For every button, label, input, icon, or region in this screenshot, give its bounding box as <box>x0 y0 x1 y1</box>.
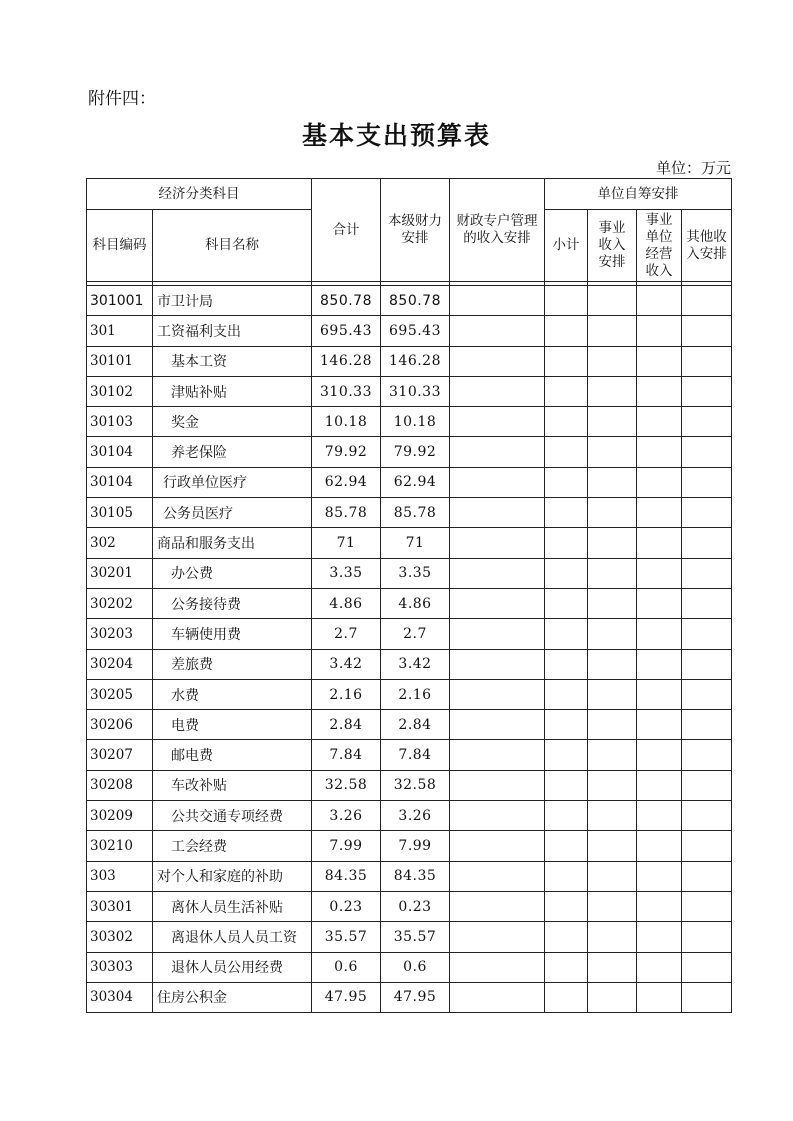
cell-special-income <box>450 316 545 346</box>
cell-special-income <box>450 346 545 376</box>
cell-special-income <box>450 649 545 679</box>
cell-total: 47.95 <box>312 982 381 1012</box>
cell-subtotal <box>545 649 588 679</box>
cell-local-finance: 71 <box>381 528 450 558</box>
cell-other-income <box>682 498 732 528</box>
table-row <box>87 286 732 316</box>
cell-subtotal <box>545 831 588 861</box>
cell-subtotal <box>545 588 588 618</box>
cell-name: 离退休人员人员工资 <box>153 922 312 952</box>
cell-business-income <box>588 861 637 891</box>
cell-other-income <box>682 952 732 982</box>
cell-subtotal <box>545 710 588 740</box>
cell-subtotal <box>545 770 588 800</box>
cell-local-finance: 7.84 <box>381 740 450 770</box>
cell-total: 85.78 <box>312 498 381 528</box>
header-row-1 <box>87 179 732 210</box>
cell-operating-income <box>637 498 682 528</box>
header-local-finance-text: 本级财力安排 <box>388 213 442 246</box>
cell-other-income <box>682 831 732 861</box>
cell-subtotal <box>545 952 588 982</box>
cell-other-income <box>682 376 732 406</box>
cell-local-finance: 3.26 <box>381 801 450 831</box>
cell-other-income <box>682 346 732 376</box>
cell-special-income <box>450 528 545 558</box>
cell-subtotal <box>545 679 588 709</box>
cell-special-income <box>450 740 545 770</box>
cell-code: 30302 <box>87 922 153 952</box>
cell-local-finance: 62.94 <box>381 467 450 497</box>
cell-other-income <box>682 588 732 618</box>
cell-subtotal <box>545 407 588 437</box>
cell-operating-income <box>637 801 682 831</box>
cell-business-income <box>588 437 637 467</box>
cell-local-finance: 7.99 <box>381 831 450 861</box>
cell-operating-income <box>637 619 682 649</box>
cell-subtotal <box>545 891 588 921</box>
cell-business-income <box>588 952 637 982</box>
cell-business-income <box>588 831 637 861</box>
table-row <box>87 619 732 649</box>
cell-name: 水费 <box>153 679 312 709</box>
cell-total: 2.84 <box>312 710 381 740</box>
cell-name: 基本工资 <box>153 346 312 376</box>
cell-business-income <box>588 498 637 528</box>
header-business-income <box>588 210 637 282</box>
cell-special-income <box>450 831 545 861</box>
table-row <box>87 952 732 982</box>
header-special-income <box>450 179 545 282</box>
cell-local-finance: 2.84 <box>381 710 450 740</box>
cell-name: 邮电费 <box>153 740 312 770</box>
cell-special-income <box>450 770 545 800</box>
table-row <box>87 407 732 437</box>
cell-total: 62.94 <box>312 467 381 497</box>
cell-code: 30205 <box>87 679 153 709</box>
cell-business-income <box>588 286 637 316</box>
cell-local-finance: 146.28 <box>381 346 450 376</box>
table-row <box>87 861 732 891</box>
cell-code: 302 <box>87 528 153 558</box>
cell-name: 电费 <box>153 710 312 740</box>
cell-subtotal <box>545 740 588 770</box>
cell-name: 车辆使用费 <box>153 619 312 649</box>
cell-other-income <box>682 437 732 467</box>
table-row <box>87 649 732 679</box>
cell-code: 30208 <box>87 770 153 800</box>
cell-total: 35.57 <box>312 922 381 952</box>
cell-special-income <box>450 619 545 649</box>
cell-operating-income <box>637 588 682 618</box>
table-row <box>87 316 732 346</box>
cell-subtotal <box>545 376 588 406</box>
header-other-income <box>682 210 732 282</box>
cell-subtotal <box>545 982 588 1012</box>
cell-other-income <box>682 982 732 1012</box>
cell-total: 146.28 <box>312 346 381 376</box>
cell-operating-income <box>637 286 682 316</box>
unit-label: 单位：万元 <box>655 159 731 177</box>
table-row <box>87 437 732 467</box>
cell-special-income <box>450 376 545 406</box>
budget-table <box>86 178 732 1013</box>
cell-name: 工会经费 <box>153 831 312 861</box>
cell-special-income <box>450 437 545 467</box>
cell-local-finance: 4.86 <box>381 588 450 618</box>
cell-special-income <box>450 558 545 588</box>
cell-name: 对个人和家庭的补助 <box>153 861 312 891</box>
cell-name: 工资福利支出 <box>153 316 312 346</box>
cell-total: 0.6 <box>312 952 381 982</box>
cell-subtotal <box>545 528 588 558</box>
cell-special-income <box>450 498 545 528</box>
cell-business-income <box>588 922 637 952</box>
cell-name: 离休人员生活补贴 <box>153 891 312 921</box>
cell-name: 车改补贴 <box>153 770 312 800</box>
cell-local-finance: 32.58 <box>381 770 450 800</box>
table-row <box>87 679 732 709</box>
attachment-label: 附件四： <box>88 89 156 109</box>
cell-code: 30301 <box>87 891 153 921</box>
cell-operating-income <box>637 649 682 679</box>
cell-subtotal <box>545 922 588 952</box>
table-row <box>87 467 732 497</box>
cell-local-finance: 85.78 <box>381 498 450 528</box>
cell-operating-income <box>637 407 682 437</box>
cell-local-finance: 84.35 <box>381 861 450 891</box>
cell-code: 30104 <box>87 467 153 497</box>
cell-other-income <box>682 891 732 921</box>
cell-code: 30104 <box>87 437 153 467</box>
header-subtotal: 小计 <box>545 210 588 282</box>
cell-name: 津贴补贴 <box>153 376 312 406</box>
cell-total: 7.84 <box>312 740 381 770</box>
cell-name: 奖金 <box>153 407 312 437</box>
cell-name: 退休人员公用经费 <box>153 952 312 982</box>
cell-special-income <box>450 710 545 740</box>
cell-code: 30105 <box>87 498 153 528</box>
cell-code: 303 <box>87 861 153 891</box>
cell-subtotal <box>545 619 588 649</box>
cell-local-finance: 850.78 <box>381 286 450 316</box>
cell-other-income <box>682 770 732 800</box>
cell-code: 30102 <box>87 376 153 406</box>
cell-operating-income <box>637 710 682 740</box>
table-row <box>87 710 732 740</box>
cell-operating-income <box>637 558 682 588</box>
table-row <box>87 982 732 1012</box>
cell-other-income <box>682 407 732 437</box>
table-row <box>87 558 732 588</box>
cell-operating-income <box>637 982 682 1012</box>
header-operating-income-text: 事业单位经营收入 <box>645 211 673 279</box>
cell-operating-income <box>637 679 682 709</box>
cell-business-income <box>588 770 637 800</box>
header-total: 合计 <box>312 179 381 282</box>
cell-other-income <box>682 619 732 649</box>
cell-other-income <box>682 710 732 740</box>
cell-operating-income <box>637 437 682 467</box>
cell-business-income <box>588 982 637 1012</box>
cell-business-income <box>588 649 637 679</box>
cell-total: 3.26 <box>312 801 381 831</box>
cell-special-income <box>450 922 545 952</box>
cell-local-finance: 35.57 <box>381 922 450 952</box>
cell-business-income <box>588 316 637 346</box>
cell-business-income <box>588 528 637 558</box>
cell-total: 310.33 <box>312 376 381 406</box>
cell-special-income <box>450 861 545 891</box>
cell-subtotal <box>545 801 588 831</box>
cell-subtotal <box>545 316 588 346</box>
table-row <box>87 801 732 831</box>
header-special-income-text: 财政专户管理的收入安排 <box>456 213 538 246</box>
table-row <box>87 831 732 861</box>
cell-other-income <box>682 467 732 497</box>
cell-other-income <box>682 528 732 558</box>
cell-name: 公务员医疗 <box>153 498 312 528</box>
cell-other-income <box>682 740 732 770</box>
table-row <box>87 346 732 376</box>
cell-code: 30210 <box>87 831 153 861</box>
cell-operating-income <box>637 831 682 861</box>
cell-operating-income <box>637 528 682 558</box>
cell-name: 公务接待费 <box>153 588 312 618</box>
cell-code: 30304 <box>87 982 153 1012</box>
cell-operating-income <box>637 770 682 800</box>
cell-special-income <box>450 891 545 921</box>
cell-code: 30209 <box>87 801 153 831</box>
cell-special-income <box>450 801 545 831</box>
cell-other-income <box>682 316 732 346</box>
cell-subtotal <box>545 286 588 316</box>
cell-total: 10.18 <box>312 407 381 437</box>
table-row <box>87 498 732 528</box>
cell-special-income <box>450 286 545 316</box>
cell-business-income <box>588 467 637 497</box>
cell-total: 0.23 <box>312 891 381 921</box>
cell-operating-income <box>637 346 682 376</box>
cell-total: 79.92 <box>312 437 381 467</box>
cell-operating-income <box>637 861 682 891</box>
cell-code: 30101 <box>87 346 153 376</box>
cell-special-income <box>450 467 545 497</box>
cell-code: 301001 <box>87 286 153 316</box>
cell-business-income <box>588 891 637 921</box>
table-row <box>87 588 732 618</box>
cell-subtotal <box>545 558 588 588</box>
cell-operating-income <box>637 376 682 406</box>
cell-total: 2.7 <box>312 619 381 649</box>
cell-subtotal <box>545 498 588 528</box>
cell-name: 市卫计局 <box>153 286 312 316</box>
cell-code: 30103 <box>87 407 153 437</box>
cell-local-finance: 0.6 <box>381 952 450 982</box>
cell-business-income <box>588 679 637 709</box>
cell-code: 30202 <box>87 588 153 618</box>
cell-operating-income <box>637 740 682 770</box>
cell-business-income <box>588 801 637 831</box>
cell-business-income <box>588 407 637 437</box>
cell-business-income <box>588 376 637 406</box>
table-row <box>87 376 732 406</box>
header-name: 科目名称 <box>153 210 312 282</box>
cell-total: 2.16 <box>312 679 381 709</box>
header-code: 科目编码 <box>87 210 153 282</box>
cell-name: 差旅费 <box>153 649 312 679</box>
header-econ-class: 经济分类科目 <box>87 179 312 210</box>
header-business-income-text: 事业收入安排 <box>598 220 626 270</box>
table-row <box>87 891 732 921</box>
cell-operating-income <box>637 952 682 982</box>
cell-operating-income <box>637 922 682 952</box>
cell-name: 住房公积金 <box>153 982 312 1012</box>
header-other-income-text: 其他收入安排 <box>686 228 727 262</box>
cell-subtotal <box>545 437 588 467</box>
cell-name: 办公费 <box>153 558 312 588</box>
cell-code: 301 <box>87 316 153 346</box>
cell-local-finance: 2.7 <box>381 619 450 649</box>
cell-other-income <box>682 649 732 679</box>
header-operating-income <box>637 210 682 282</box>
cell-business-income <box>588 588 637 618</box>
cell-total: 32.58 <box>312 770 381 800</box>
cell-subtotal <box>545 346 588 376</box>
cell-code: 30203 <box>87 619 153 649</box>
cell-code: 30201 <box>87 558 153 588</box>
cell-total: 3.42 <box>312 649 381 679</box>
cell-name: 行政单位医疗 <box>153 467 312 497</box>
cell-local-finance: 310.33 <box>381 376 450 406</box>
table-row <box>87 922 732 952</box>
cell-business-income <box>588 346 637 376</box>
cell-total: 71 <box>312 528 381 558</box>
table-row <box>87 528 732 558</box>
cell-local-finance: 0.23 <box>381 891 450 921</box>
table-row <box>87 740 732 770</box>
cell-other-income <box>682 801 732 831</box>
cell-name: 公共交通专项经费 <box>153 801 312 831</box>
cell-operating-income <box>637 316 682 346</box>
cell-total: 850.78 <box>312 286 381 316</box>
cell-name: 商品和服务支出 <box>153 528 312 558</box>
cell-operating-income <box>637 891 682 921</box>
cell-local-finance: 10.18 <box>381 407 450 437</box>
header-self-raised: 单位自筹安排 <box>545 179 732 210</box>
cell-total: 84.35 <box>312 861 381 891</box>
cell-business-income <box>588 710 637 740</box>
cell-local-finance: 3.35 <box>381 558 450 588</box>
cell-code: 30204 <box>87 649 153 679</box>
cell-total: 4.86 <box>312 588 381 618</box>
cell-special-income <box>450 588 545 618</box>
cell-local-finance: 2.16 <box>381 679 450 709</box>
cell-other-income <box>682 861 732 891</box>
cell-special-income <box>450 407 545 437</box>
cell-subtotal <box>545 861 588 891</box>
cell-other-income <box>682 286 732 316</box>
cell-special-income <box>450 952 545 982</box>
cell-code: 30206 <box>87 710 153 740</box>
cell-total: 7.99 <box>312 831 381 861</box>
cell-other-income <box>682 922 732 952</box>
cell-code: 30207 <box>87 740 153 770</box>
cell-local-finance: 3.42 <box>381 649 450 679</box>
cell-operating-income <box>637 467 682 497</box>
cell-special-income <box>450 982 545 1012</box>
cell-name: 养老保险 <box>153 437 312 467</box>
header-local-finance <box>381 179 450 282</box>
cell-business-income <box>588 558 637 588</box>
cell-total: 3.35 <box>312 558 381 588</box>
cell-subtotal <box>545 467 588 497</box>
page-title: 基本支出预算表 <box>301 121 491 150</box>
cell-code: 30303 <box>87 952 153 982</box>
cell-local-finance: 79.92 <box>381 437 450 467</box>
cell-other-income <box>682 558 732 588</box>
cell-local-finance: 47.95 <box>381 982 450 1012</box>
cell-special-income <box>450 679 545 709</box>
cell-other-income <box>682 679 732 709</box>
cell-local-finance: 695.43 <box>381 316 450 346</box>
table-row <box>87 770 732 800</box>
cell-total: 695.43 <box>312 316 381 346</box>
cell-business-income <box>588 619 637 649</box>
cell-business-income <box>588 740 637 770</box>
